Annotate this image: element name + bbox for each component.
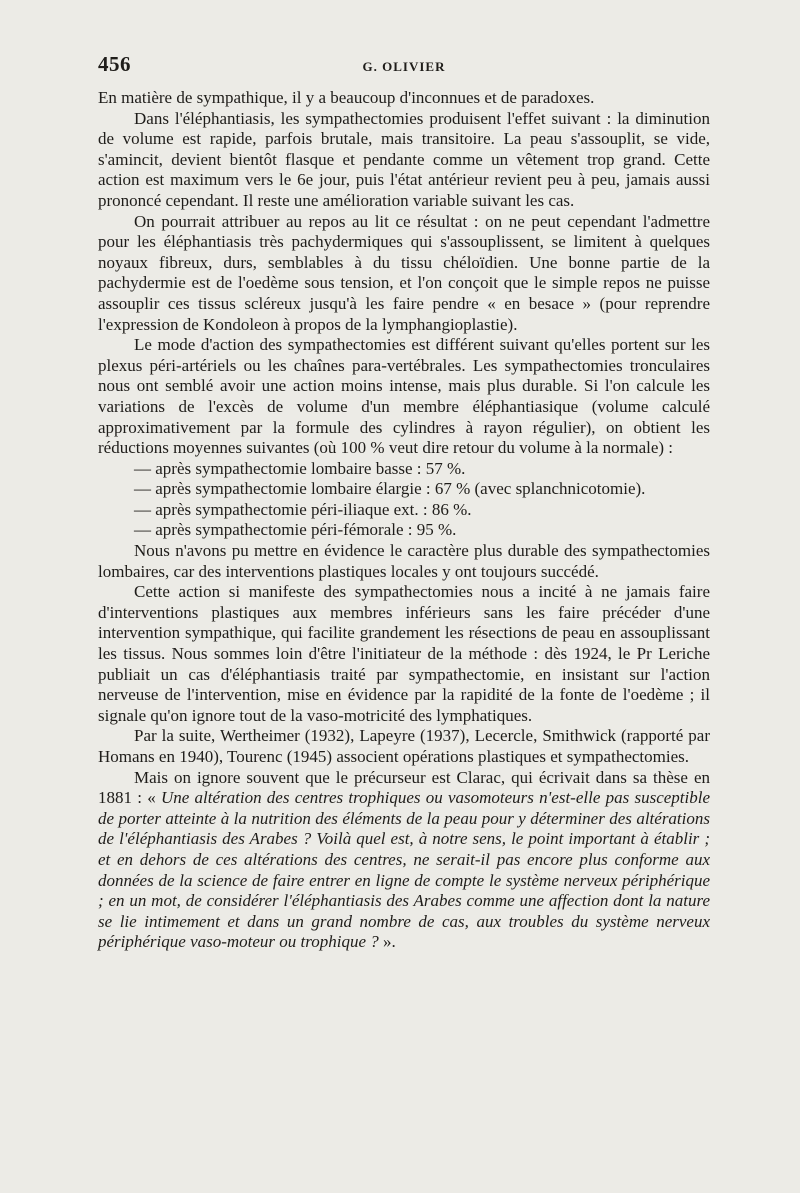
- paragraph-8: [98, 768, 710, 953]
- paragraph-3: On pourrait attribuer au repos au lit ce résultat : on ne peut cependant l'admettre pour les éléphantiasis très pachydermiques qui s'assouplissent, se limitent à quelques noyaux fibreux, durs, semblables à du tissu chéloïdien. Une bonne partie de la pachydermie est de l'oedème sous tension, et l'on conçoit que le simple repos ne puisse assouplir ces tissus scléreux jusqu'à les faire pendre « en besace » (pour reprendre l'expression de Kondoleon à propos de la lymphangioplastie).: [98, 211, 710, 334]
- list-item: — après sympathectomie lombaire élargie : 67 % (avec splanchnicotomie).: [134, 479, 646, 499]
- body-text: [98, 88, 710, 953]
- paragraph-7: Par la suite, Wertheimer (1932), Lapeyre (1937), Lecercle, Smithwick (rapporté par Homans en 1940), Tourenc (1945) associent opérations plastiques et sympathectomies.: [98, 726, 710, 766]
- quote-lead: Mais on ignore souvent que le précurseur est Clarac, qui écrivait dans sa thèse en 1881 : «: [98, 767, 710, 808]
- paragraph-4: Le mode d'action des sympathectomies est différent suivant qu'elles portent sur les plexus péri-artériels ou les chaînes para-vertébrales. Les sympathectomies tronculaires nous ont semblé avoir une action moins intense, mais plus durable. Si l'on calcule les variations de l'excès de volume d'un membre éléphantiasique (volume calculé approximativement par la formule des cylindres à rayon régulier), on obtient les réductions moyennes suivantes (où 100 % veut dire retour du volume à la normale) :: [98, 335, 710, 458]
- list-item: — après sympathectomie lombaire basse : 57 %.: [134, 458, 466, 478]
- clarac-quote: Une altération des centres trophiques ou vasomoteurs n'est-elle pas susceptible de porter atteinte à la nutrition des éléments de la peau pour y déterminer des altérations de l'éléphantiasis des Arabes ? Voilà quel est, à notre sens, le point important à établir ; et en dehors de ces altérations des centres, ne serait-il pas encore plus conforme aux données de la science de faire entrer en ligne de compte le système nerveux périphérique ; en un mot, de considérer l'éléphantiasis des Arabes comme une affection dont la nature se lie intimement et dans un grand nombre de cas, aux troubles du système nerveux périphérique vaso-moteur ou trophique ?: [98, 788, 710, 952]
- paragraph-2: Dans l'éléphantiasis, les sympathectomies produisent l'effet suivant : la diminution de volume est rapide, parfois brutale, mais transitoire. La peau s'assouplit, se vide, s'amincit, devient bientôt flasque et pendante comme un vêtement trop grand. Cette action est maximum vers le 6e jour, puis l'état antérieur revient peu à peu, jamais aussi prononcé cependant. Il reste une amélioration variable suivant les cas.: [98, 108, 710, 210]
- paragraph-1: En matière de sympathique, il y a beaucoup d'inconnues et de paradoxes.: [98, 88, 595, 107]
- paragraph-5: Nous n'avons pu mettre en évidence le caractère plus durable des sympathectomies lombaires, car des interventions plastiques locales y ont toujours succédé.: [98, 541, 710, 581]
- quote-tail: ».: [378, 932, 396, 952]
- page-number: 456: [98, 52, 131, 76]
- page-header: [98, 52, 710, 82]
- list-item: — après sympathectomie péri-fémorale : 95 %.: [134, 520, 457, 540]
- running-head: G. OLIVIER: [362, 59, 446, 74]
- list-item: — après sympathectomie péri-iliaque ext. : 86 %.: [134, 499, 472, 519]
- paragraph-6: Cette action si manifeste des sympathectomies nous a incité à ne jamais faire d'interventions plastiques aux membres inférieurs sans les faire précéder d'une intervention sympathique, qui facilite grandement les résections de peau en assouplissant les tissus. Nous sommes loin d'être l'initiateur de la méthode : dès 1924, le Pr Leriche publiait un cas d'éléphantiasis traité par sympathectomie, en insistant sur l'action nerveuse de l'intervention, mise en évidence par la rapidité de la fonte de l'oedème ; il signale qu'on ignore tout de la vaso-motricité des lymphatiques.: [98, 582, 710, 725]
